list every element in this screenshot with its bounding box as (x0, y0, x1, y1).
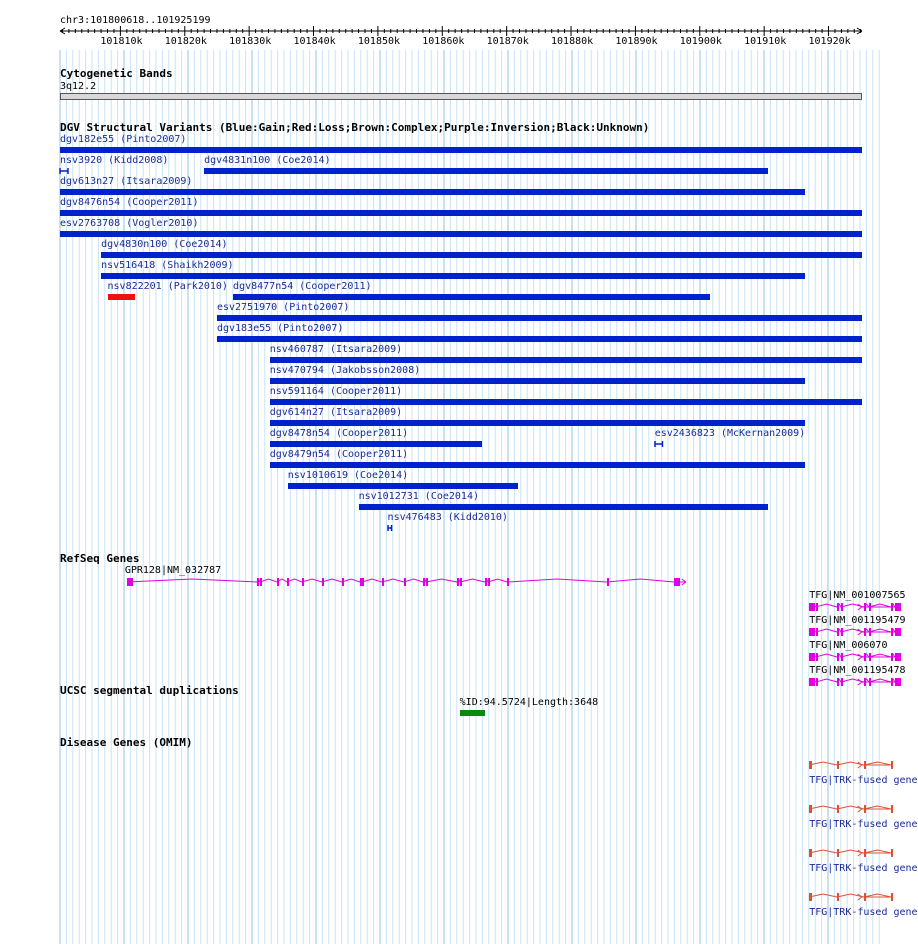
intron-line (809, 679, 895, 682)
refseq-gene-label[interactable]: GPR128|NM_032787 (124, 565, 222, 576)
exon-block (423, 578, 425, 586)
dgv-feature-label[interactable]: nsv591164 (Cooper2011) (269, 386, 403, 397)
intron-line (127, 579, 686, 582)
exon-block (488, 578, 490, 586)
exon-block (891, 603, 893, 611)
refseq-gene-label[interactable]: TFG|NM_006070 (809, 640, 888, 651)
exon-block (864, 893, 866, 901)
exon-block (507, 578, 509, 586)
exon-block (841, 678, 843, 686)
refseq-gene-model[interactable] (809, 602, 872, 614)
dgv-feature-bar[interactable] (217, 336, 862, 342)
exon-block (869, 603, 871, 611)
dgv-feature-bar[interactable] (270, 399, 862, 405)
exon-block (837, 678, 839, 686)
exon-block (891, 628, 893, 636)
cytoband-bar[interactable] (60, 93, 862, 100)
exon-block (816, 603, 818, 611)
exon-block (127, 578, 133, 586)
strand-arrow-icon (858, 850, 862, 856)
dgv-feature-label[interactable]: esv2751970 (Pinto2007) (216, 302, 350, 313)
strand-arrow-icon (858, 762, 862, 768)
dgv-feature-label[interactable]: dgv613n27 (Itsara2009) (60, 176, 193, 187)
exon-block (891, 761, 893, 769)
exon-block (342, 578, 344, 586)
intron-line (809, 806, 891, 809)
dgv-feature-label[interactable]: esv2436823 (McKernan2009) (654, 428, 806, 439)
omim-feature-label[interactable]: TFG|TRK-fused gene (809, 907, 918, 918)
exon-block (809, 805, 812, 813)
dgv-feature-bar[interactable] (101, 273, 805, 279)
exon-block (809, 761, 812, 769)
refseq-track-title: RefSeq Genes (60, 552, 140, 565)
exon-block (809, 603, 815, 611)
dgv-feature-bar[interactable] (270, 462, 806, 468)
refseq-gene-model[interactable] (809, 677, 872, 689)
dgv-feature-bar[interactable] (288, 483, 518, 489)
dgv-feature-bar[interactable] (60, 189, 805, 195)
exon-block (260, 578, 262, 586)
exon-block (426, 578, 428, 586)
refseq-gene-label[interactable]: TFG|NM_001195478 (809, 665, 906, 676)
omim-feature-label[interactable]: TFG|TRK-fused gene (809, 863, 918, 874)
exon-block (891, 893, 893, 901)
exon-block (864, 603, 866, 611)
exon-block (404, 578, 406, 586)
dgv-track-title: DGV Structural Variants (Blue:Gain;Red:Loss;Brown:Complex;Purple:Inversion;Black:Unknown) (60, 121, 650, 134)
dgv-feature-label[interactable]: dgv614n27 (Itsara2009) (269, 407, 403, 418)
dgv-feature-label[interactable]: dgv8479n54 (Cooper2011) (269, 449, 409, 460)
exon-block (277, 578, 279, 586)
dgv-feature-bar[interactable] (270, 378, 806, 384)
dgv-feature-bar[interactable] (60, 210, 862, 216)
dgv-feature-label[interactable]: nsv1012731 (Coe2014) (358, 491, 479, 502)
omim-gene-model[interactable] (809, 760, 866, 772)
dgv-feature-label[interactable]: nsv460787 (Itsara2009) (269, 344, 403, 355)
exon-block (485, 578, 487, 586)
intron-line (809, 629, 895, 632)
exon-block (864, 628, 866, 636)
dgv-feature-label[interactable]: nsv476483 (Kidd2010) (387, 512, 508, 523)
dgv-feature-label[interactable]: dgv8478n54 (Cooper2011) (269, 428, 409, 439)
dgv-feature-bar[interactable] (108, 294, 136, 300)
dgv-feature-label[interactable]: dgv8477n54 (Cooper2011) (233, 281, 372, 292)
exon-block (837, 653, 839, 661)
dgv-feature-bar[interactable] (217, 315, 862, 321)
exon-block (841, 653, 843, 661)
exon-block (841, 628, 843, 636)
exon-block (837, 628, 839, 636)
omim-gene-model[interactable] (809, 892, 866, 904)
exon-block (837, 805, 839, 813)
dgv-feature-label[interactable]: dgv182e55 (Pinto2007) (60, 134, 187, 145)
exon-block (895, 603, 901, 611)
exon-block (362, 578, 364, 586)
omim-gene-model[interactable] (809, 848, 866, 860)
exon-block (809, 678, 815, 686)
exon-block (382, 578, 384, 586)
strand-arrow-icon (858, 806, 862, 812)
exon-block (864, 653, 866, 661)
exon-block (869, 678, 871, 686)
intron-line (809, 894, 891, 897)
dgv-feature-bar[interactable] (204, 168, 768, 174)
exon-block (869, 653, 871, 661)
exon-block (895, 678, 901, 686)
dgv-feature-bar[interactable] (60, 231, 862, 237)
ruler-tick-label: 101890k (615, 36, 658, 47)
cytoband-label: 3q12.2 (60, 81, 97, 92)
exon-block (864, 849, 866, 857)
ruler-tick-label: 101850k (357, 36, 401, 47)
refseq-gene-label[interactable]: TFG|NM_001007565 (809, 590, 906, 601)
strand-arrow-icon (858, 654, 862, 660)
exon-block (809, 628, 815, 636)
exon-block (809, 849, 812, 857)
ruler-tick-label: 101910k (744, 36, 787, 47)
ruler-tick-label: 101860k (422, 36, 465, 47)
exon-block (891, 678, 893, 686)
ruler-tick-label: 101880k (551, 36, 594, 47)
exon-block (895, 628, 901, 636)
refseq-gene-model[interactable] (127, 577, 696, 589)
dgv-feature-label[interactable]: nsv1010619 (Coe2014) (287, 470, 409, 481)
exon-block (864, 805, 866, 813)
intron-line (809, 604, 895, 607)
dgv-feature-label[interactable]: dgv4831n100 (Coe2014) (204, 155, 331, 166)
exon-block (257, 578, 259, 586)
exon-block (809, 893, 812, 901)
dgv-feature-label[interactable]: nsv822201 (Park2010) (107, 281, 228, 292)
exon-block (607, 578, 609, 586)
coordinate-label: chr3:101800618..101925199 (60, 15, 211, 26)
exon-block (302, 578, 304, 586)
ruler-tick-label: 101900k (679, 36, 722, 47)
dgv-feature-marker[interactable] (387, 524, 397, 532)
dgv-feature-bar[interactable] (270, 357, 862, 363)
segdup-track-title: UCSC segmental duplications (60, 684, 239, 697)
exon-block (841, 603, 843, 611)
dgv-feature-label[interactable]: dgv4830n100 (Coe2014) (101, 239, 228, 250)
dgv-feature-bar[interactable] (270, 420, 806, 426)
ruler-tick-label: 101870k (486, 36, 529, 47)
exon-block (869, 628, 871, 636)
exon-block (891, 653, 893, 661)
exon-block (837, 893, 839, 901)
refseq-gene-label[interactable]: TFG|NM_001195479 (809, 615, 906, 626)
ruler-tick-label: 101920k (808, 36, 851, 47)
dgv-feature-label[interactable]: nsv516418 (Shaikh2009) (101, 260, 234, 271)
dgv-feature-label[interactable]: dgv183e55 (Pinto2007) (216, 323, 344, 334)
dgv-feature-label[interactable]: nsv470794 (Jakobsson2008) (269, 365, 421, 376)
dgv-feature-marker[interactable] (654, 440, 664, 448)
refseq-gene-model[interactable] (809, 627, 872, 639)
omim-track-title: Disease Genes (OMIM) (60, 736, 193, 749)
exon-block (674, 578, 680, 586)
dgv-feature-bar[interactable] (359, 504, 768, 510)
strand-arrow-icon (858, 894, 862, 900)
dgv-feature-label[interactable]: esv2763708 (Vogler2010) (60, 218, 199, 229)
dgv-feature-label[interactable]: dgv8476n54 (Cooper2011) (60, 197, 199, 208)
segdup-feature-label[interactable]: %ID:94.5724|Length:3648 (459, 697, 599, 708)
strand-arrow-icon (858, 604, 862, 610)
exon-block (891, 849, 893, 857)
dgv-feature-marker[interactable] (59, 167, 69, 175)
exon-block (287, 578, 289, 586)
exon-block (837, 603, 839, 611)
intron-line (809, 850, 891, 853)
strand-arrow-icon (858, 679, 862, 685)
dgv-feature-bar[interactable] (60, 147, 862, 153)
exon-block (816, 678, 818, 686)
exon-block (837, 849, 839, 857)
exon-block (837, 761, 839, 769)
ruler-tick-label: 101820k (164, 36, 207, 47)
exon-block (457, 578, 459, 586)
segdup-feature-bar[interactable] (460, 710, 485, 716)
refseq-gene-model[interactable] (809, 652, 872, 664)
ruler-tick-label: 101840k (293, 36, 336, 47)
omim-gene-model[interactable] (809, 804, 866, 816)
dgv-feature-label[interactable]: nsv3920 (Kidd2008) (60, 155, 169, 166)
intron-line (809, 762, 891, 765)
ruler-tick-label: 101830k (229, 36, 272, 47)
cytoband-track-title: Cytogenetic Bands (60, 67, 173, 80)
omim-feature-label[interactable]: TFG|TRK-fused gene (809, 819, 918, 830)
strand-arrow-icon (858, 629, 862, 635)
exon-block (864, 678, 866, 686)
ruler-tick-label: 101810k (100, 36, 143, 47)
exon-block (460, 578, 462, 586)
exon-block (816, 628, 818, 636)
exon-block (816, 653, 818, 661)
exon-block (864, 761, 866, 769)
omim-feature-label[interactable]: TFG|TRK-fused gene (809, 775, 918, 786)
dgv-feature-bar[interactable] (233, 294, 710, 300)
intron-line (809, 654, 895, 657)
exon-block (322, 578, 324, 586)
exon-block (895, 653, 901, 661)
exon-block (891, 805, 893, 813)
dgv-feature-bar[interactable] (101, 252, 862, 258)
dgv-feature-bar[interactable] (270, 441, 482, 447)
exon-block (809, 653, 815, 661)
exon-block (360, 578, 362, 586)
